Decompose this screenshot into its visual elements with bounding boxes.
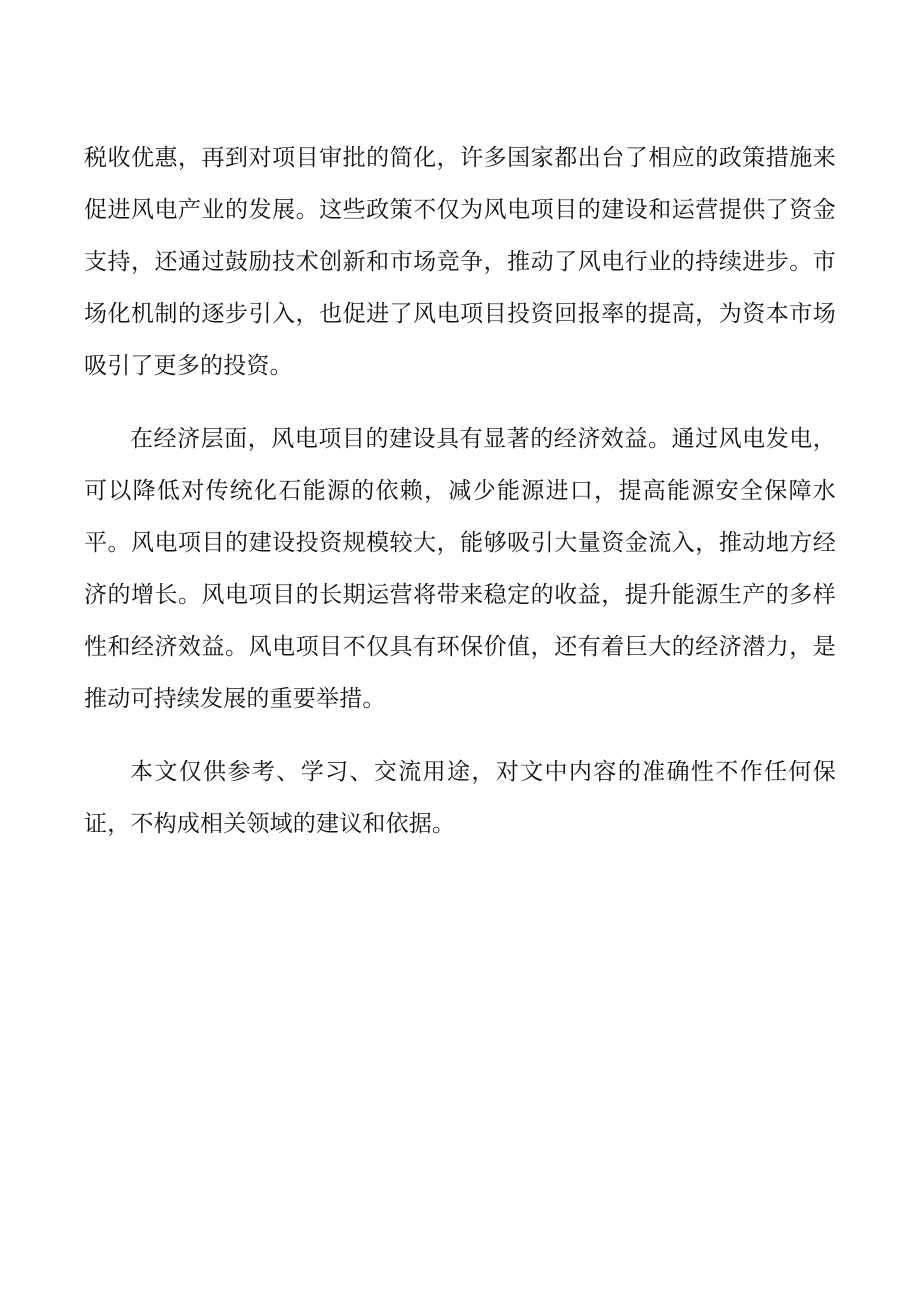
paragraph-continuation: 税收优惠，再到对项目审批的简化，许多国家都出台了相应的政策措施来促进风电产业的发展。这些政策不仅为风电项目的建设和运营提供了资金支持，还通过鼓励技术创新和市场竞争，推动了风电行业的持续进步。市场化机制的逐步引入，也促进了风电项目投资回报率的提高，为资本市场吸引了更多的投资。	[84, 145, 836, 379]
document-body	[84, 132, 836, 871]
paragraph-economic-benefits: 在经济层面，风电项目的建设具有显著的经济效益。通过风电发电，可以降低对传统化石能源的依赖，减少能源进口，提高能源安全保障水平。风电项目的建设投资规模较大，能够吸引大量资金流入，推动地方经济的增长。风电项目的长期运营将带来稳定的收益，提升能源生产的多样性和经济效益。风电项目不仅具有环保价值，还有着巨大的经济潜力，是推动可持续发展的重要举措。	[84, 426, 836, 712]
paragraph-disclaimer: 本文仅供参考、学习、交流用途，对文中内容的准确性不作任何保证，不构成相关领域的建议和依据。	[84, 759, 836, 837]
